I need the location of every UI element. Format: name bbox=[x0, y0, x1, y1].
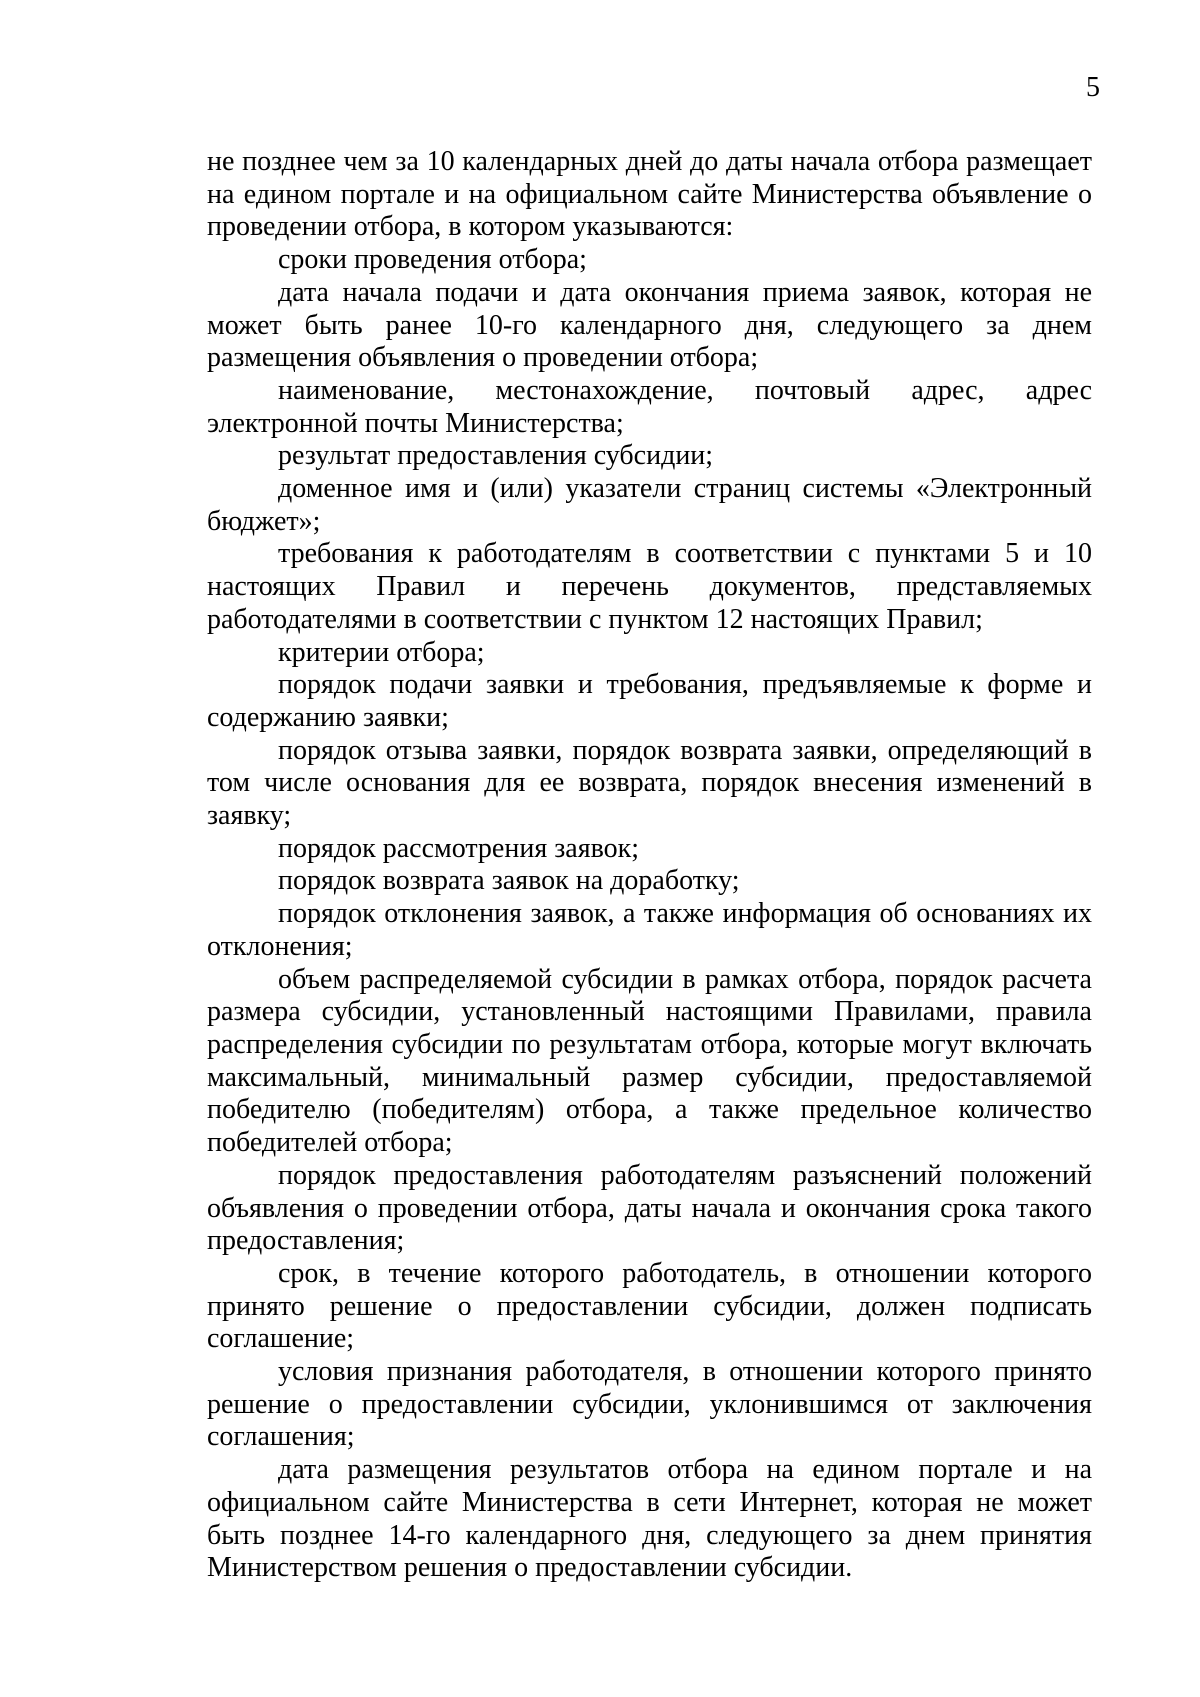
document-body bbox=[207, 146, 1092, 1585]
page-number: 5 bbox=[1086, 72, 1100, 103]
list-item: условия признания работодателя, в отношении которого принято решение о предоставлении субсидии, уклонившимся от заключения соглашения; bbox=[207, 1356, 1092, 1453]
list-item: порядок предоставления работодателям разъяснений положений объявления о проведении отбора, даты начала и окончания срока такого предоставления; bbox=[207, 1159, 1092, 1257]
list-item: наименование, местонахождение, почтовый адрес, адрес электронной почты Министерства; bbox=[207, 374, 1092, 439]
paragraph: не позднее чем за 10 календарных дней до даты начала отбора размещает на едином портале и на официальном сайте Министерства объявление о проведении отбора, в котором указываются: bbox=[207, 146, 1092, 243]
list-item: результат предоставления субсидии; bbox=[278, 440, 714, 472]
list-item: порядок рассмотрения заявок; bbox=[278, 832, 639, 864]
list-item: порядок возврата заявок на доработку; bbox=[278, 865, 740, 897]
list-item: порядок отзыва заявки, порядок возврата заявки, определяющий в том числе основания для ее возврата, порядок внесения изменений в заявку; bbox=[207, 734, 1092, 832]
list-item: сроки проведения отбора; bbox=[278, 244, 587, 276]
list-item: доменное имя и (или) указатели страниц системы «Электронный бюджет»; bbox=[207, 473, 1092, 537]
list-item: требования к работодателям в соответствии с пунктами 5 и 10 настоящих Правил и перечень документов, представляемых работодателями в соответствии с пунктом 12 настоящих Правил; bbox=[207, 538, 1092, 635]
list-item: дата размещения результатов отбора на едином портале и на официальном сайте Министерства в сети Интернет, которая не может быть позднее 14-го календарного дня, следующего за днем принятия Министерством решения о предоставлении субсидии. bbox=[207, 1454, 1092, 1584]
list-item: порядок отклонения заявок, а также информация об основаниях их отклонения; bbox=[207, 898, 1092, 962]
list-item: порядок подачи заявки и требования, предъявляемые к форме и содержанию заявки; bbox=[207, 669, 1092, 733]
list-item: дата начала подачи и дата окончания приема заявок, которая не может быть ранее 10-го календарного дня, следующего за днем размещения объявления о проведении отбора; bbox=[207, 276, 1092, 374]
list-item: срок, в течение которого работодатель, в отношении которого принято решение о предоставлении субсидии, должен подписать соглашение; bbox=[207, 1257, 1092, 1355]
list-item: критерии отбора; bbox=[278, 636, 485, 668]
list-item: объем распределяемой субсидии в рамках отбора, порядок расчета размера субсидии, установленный настоящими Правилами, правила распределения субсидии по результатам отбора, которые могут включать максимальный, минимальный размер субсидии, предоставляемой победителю (победителям) отбора, а также предельное количество победителей отбора; bbox=[207, 963, 1092, 1159]
